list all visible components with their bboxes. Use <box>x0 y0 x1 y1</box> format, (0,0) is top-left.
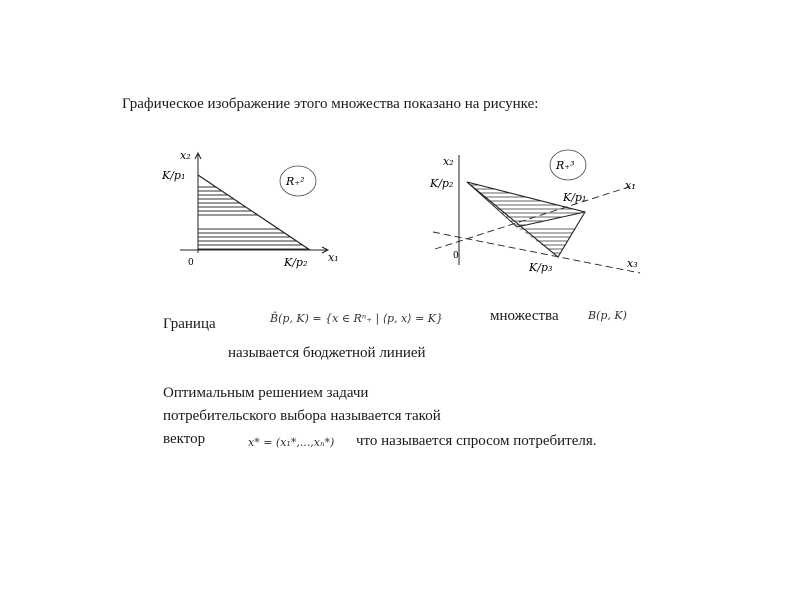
heading: Графическое изображение этого множества показано на рисунке: <box>122 96 539 112</box>
k-over-p1-label-3d: K/p₁ <box>563 191 587 204</box>
k-over-p2-label: K/p₂ <box>284 256 308 269</box>
boundary-label: Граница <box>163 316 216 332</box>
x1-label-3d: x₁ <box>625 179 636 192</box>
budget-line-text: называется бюджетной линией <box>228 345 426 361</box>
origin-label: 0 <box>188 258 194 268</box>
space-label-3d: R₊³ <box>556 159 575 172</box>
vector-label: вектор <box>163 431 206 447</box>
hatching-lower <box>515 229 595 253</box>
budget-set-hatching <box>198 187 320 249</box>
x3-label-3d: x₃ <box>627 257 638 270</box>
origin-label-3d: 0 <box>453 251 459 261</box>
x1-label: x₁ <box>328 251 339 264</box>
x2-label-3d: x₂ <box>443 155 454 168</box>
demand-text: что называется спросом потребителя. <box>356 433 597 449</box>
space-label: R₊² <box>286 175 305 188</box>
figure-2d-budget-set <box>160 145 345 275</box>
optimal-line-1: Оптимальным решением задачи <box>163 385 369 401</box>
vector-formula: x* = (x₁*,...,xₙ*) <box>248 436 335 449</box>
k-over-p2-label-3d: K/p₂ <box>430 177 454 190</box>
k-over-p1-label: K/p₁ <box>162 169 186 182</box>
x2-label: x₂ <box>180 149 191 162</box>
figure-3d-budget-set <box>425 145 650 280</box>
k-over-p3-label-3d: K/p₃ <box>529 261 553 274</box>
set-label: множества <box>490 308 559 324</box>
optimal-line-2: потребительского выбора называется такой <box>163 408 441 424</box>
plane-inner-edge <box>517 212 585 227</box>
set-formula: B(p, K) <box>588 309 627 322</box>
boundary-formula: B̄(p, K) = {x ∈ Rⁿ₊ | ⟨p, x⟩ = K} <box>270 312 443 325</box>
